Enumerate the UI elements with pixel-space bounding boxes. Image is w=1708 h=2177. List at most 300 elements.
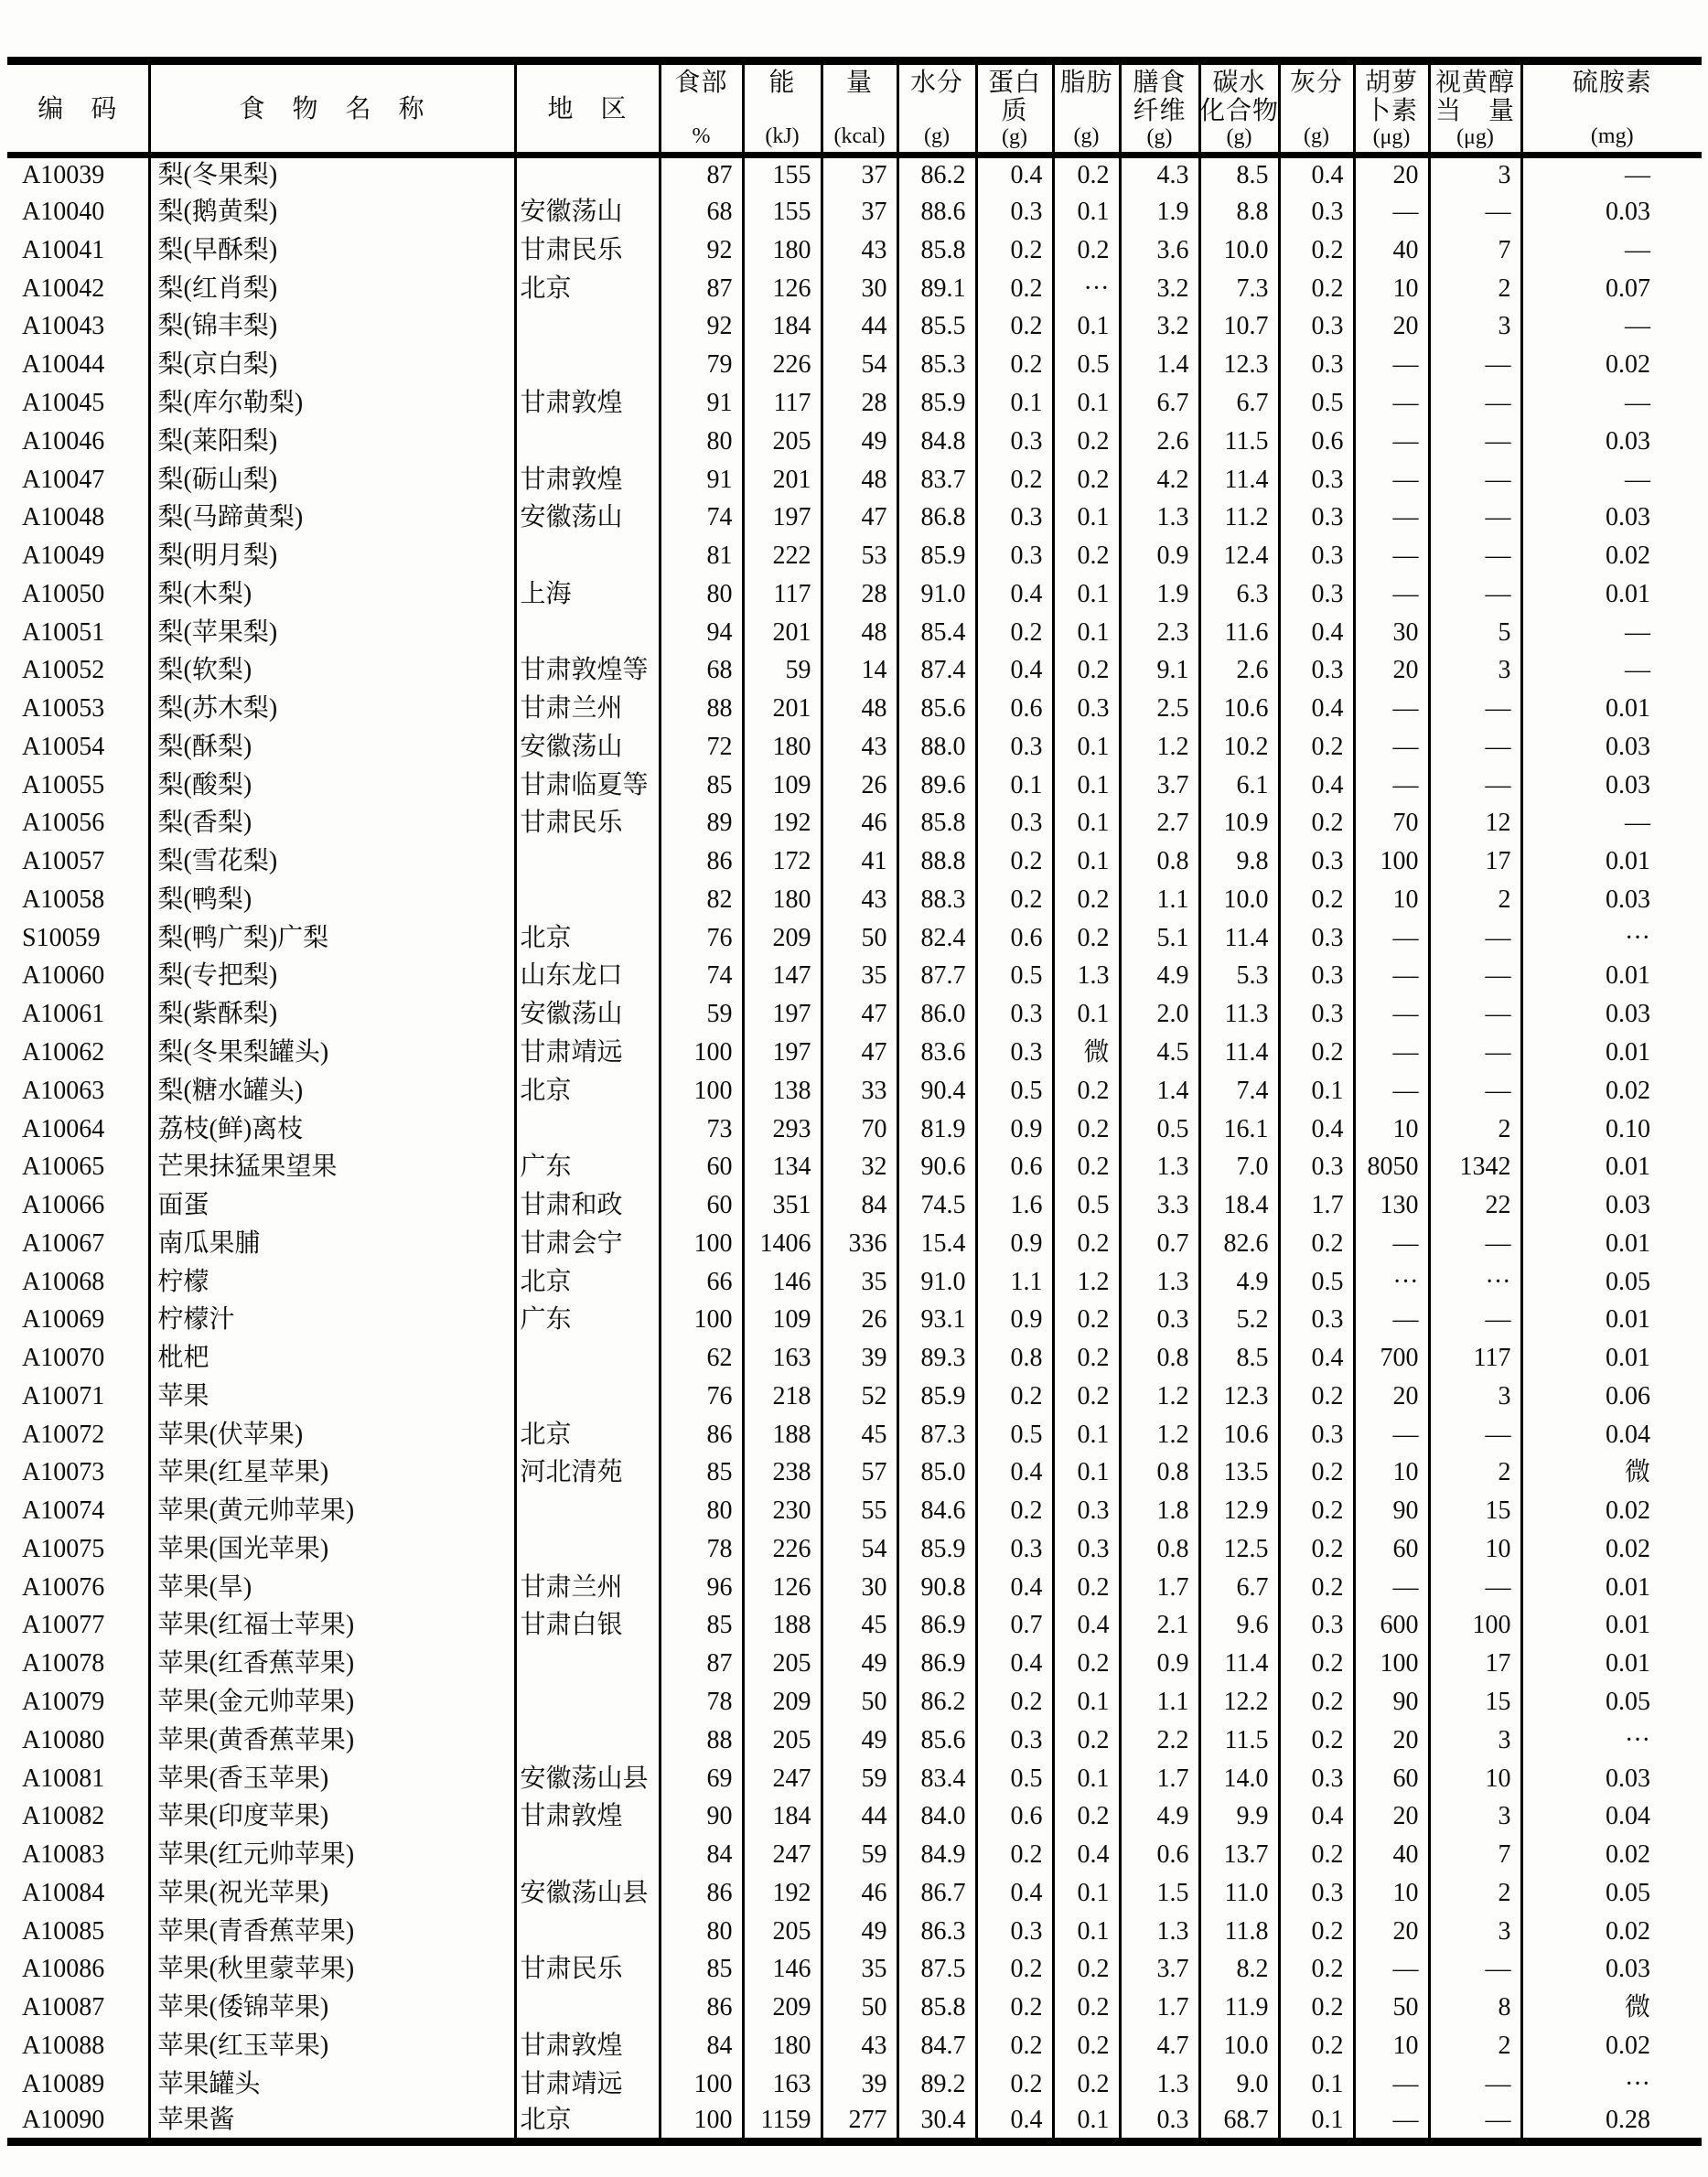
cell-retinol_ug: —	[1429, 767, 1521, 805]
cell-fiber_g: 1.5	[1120, 1874, 1199, 1913]
cell-retinol_ug: —	[1429, 499, 1521, 537]
cell-carotene_ug: 20	[1354, 308, 1429, 347]
cell-edible_pct: 60	[660, 1148, 743, 1186]
cell-water_g: 84.0	[897, 1797, 976, 1836]
cell-edible_pct: 76	[660, 919, 743, 958]
cell-fat_g: 0.2	[1053, 1072, 1120, 1110]
cell-water_g: 88.0	[897, 728, 976, 767]
cell-fiber_g: 3.7	[1120, 767, 1199, 805]
table-row	[7, 308, 1702, 347]
cell-edible_pct: 80	[660, 1913, 743, 1951]
cell-ash_g: 0.2	[1279, 1492, 1354, 1530]
header-unit: (g)	[924, 124, 950, 148]
cell-carotene_ug: 20	[1354, 156, 1429, 194]
cell-name: 苹果(香玉苹果)	[149, 1760, 515, 1798]
cell-region	[515, 842, 660, 881]
cell-water_g: 90.6	[897, 1148, 976, 1186]
cell-carb_g: 10.0	[1199, 2027, 1279, 2065]
cell-protein_g: 0.7	[976, 1607, 1053, 1646]
cell-energy_kcal: 35	[822, 1263, 897, 1302]
table-row	[7, 384, 1702, 423]
cell-energy_kcal: 26	[822, 767, 897, 805]
cell-ash_g: 0.6	[1279, 423, 1354, 461]
cell-carotene_ug: —	[1354, 1950, 1429, 1989]
cell-carotene_ug: —	[1354, 2065, 1429, 2104]
cell-name: 梨(鹅黄梨)	[149, 193, 515, 231]
header-unit: (kJ)	[765, 124, 800, 148]
cell-code: A10083	[7, 1836, 149, 1874]
cell-energy_kcal: 30	[822, 1569, 897, 1607]
cell-thiamine_mg: —	[1625, 465, 1650, 494]
cell-water_g: 85.3	[897, 346, 976, 384]
cell-carb_g: 10.6	[1199, 1416, 1279, 1454]
cell-carotene_ug: 20	[1354, 1797, 1429, 1836]
table-body	[7, 156, 1702, 2142]
cell-carb_g: 8.5	[1199, 1339, 1279, 1378]
cell-fiber_g: 1.7	[1120, 1760, 1199, 1798]
table-header	[7, 61, 1702, 156]
cell-thiamine_mg: 0.01	[1606, 1228, 1650, 1258]
cell-carotene_ug: —	[1354, 728, 1429, 767]
cell-energy_kcal: 47	[822, 499, 897, 537]
cell-protein_g: 0.9	[976, 1301, 1053, 1339]
cell-retinol_ug: 2	[1429, 1110, 1521, 1149]
table-row	[7, 423, 1702, 461]
cell-thiamine_mg: 0.03	[1606, 885, 1650, 914]
cell-thiamine_mg: ···	[1625, 2069, 1650, 2098]
cell-energy_kj: 247	[743, 1760, 822, 1798]
cell-energy_kcal: 46	[822, 805, 897, 843]
cell-retinol_ug: 2	[1429, 881, 1521, 919]
cell-name: 梨(砺山梨)	[149, 461, 515, 499]
cell-code: A10088	[7, 2027, 149, 2065]
cell-carotene_ug: —	[1354, 499, 1429, 537]
cell-protein_g: 0.4	[976, 2104, 1053, 2142]
cell-fiber_g: 4.9	[1120, 958, 1199, 996]
header-label: 能	[768, 69, 796, 97]
cell-water_g: 74.5	[897, 1186, 976, 1225]
cell-region: 河北清苑	[515, 1454, 660, 1493]
cell-water_g: 85.9	[897, 537, 976, 575]
cell-thiamine_mg: ···	[1625, 1725, 1650, 1754]
cell-water_g: 83.7	[897, 461, 976, 499]
cell-name: 苹果(青香蕉苹果)	[149, 1913, 515, 1951]
cell-edible_pct: 92	[660, 231, 743, 270]
cell-edible_pct: 100	[660, 1301, 743, 1339]
cell-region	[515, 537, 660, 575]
cell-ash_g: 0.5	[1279, 1263, 1354, 1302]
cell-thiamine_mg: 0.01	[1606, 1649, 1650, 1678]
cell-water_g: 86.0	[897, 995, 976, 1034]
header-unit: (g)	[1073, 124, 1100, 148]
cell-retinol_ug: 100	[1429, 1607, 1521, 1646]
cell-fiber_g: 0.8	[1120, 842, 1199, 881]
cell-code: A10064	[7, 1110, 149, 1149]
cell-carotene_ug: —	[1354, 1072, 1429, 1110]
cell-ash_g: 0.2	[1279, 1836, 1354, 1874]
cell-region: 甘肃靖远	[515, 1034, 660, 1072]
cell-name: 梨(鸭梨)	[149, 881, 515, 919]
table-row	[7, 1874, 1702, 1913]
cell-fiber_g: 1.3	[1120, 1148, 1199, 1186]
cell-thiamine_mg: 0.01	[1606, 1037, 1650, 1067]
cell-code: A10074	[7, 1492, 149, 1530]
cell-energy_kcal: 39	[822, 1339, 897, 1378]
cell-protein_g: 0.1	[976, 384, 1053, 423]
cell-carotene_ug: 20	[1354, 1721, 1429, 1760]
cell-protein_g: 0.2	[976, 231, 1053, 270]
cell-region: 甘肃会宁	[515, 1225, 660, 1263]
cell-ash_g: 0.2	[1279, 1378, 1354, 1416]
cell-edible_pct: 85	[660, 767, 743, 805]
cell-energy_kj: 351	[743, 1186, 822, 1225]
cell-edible_pct: 100	[660, 2104, 743, 2142]
cell-carotene_ug: 40	[1354, 1836, 1429, 1874]
cell-ash_g: 0.4	[1279, 156, 1354, 194]
cell-water_g: 86.3	[897, 1913, 976, 1951]
col-header-region	[515, 61, 660, 156]
cell-edible_pct: 80	[660, 575, 743, 614]
cell-ash_g: 0.3	[1279, 842, 1354, 881]
cell-energy_kj: 147	[743, 958, 822, 996]
cell-code: A10071	[7, 1378, 149, 1416]
cell-thiamine_mg: —	[1625, 312, 1650, 341]
cell-thiamine_mg: 0.02	[1606, 2031, 1650, 2060]
cell-water_g: 84.8	[897, 423, 976, 461]
cell-carb_g: 13.7	[1199, 1836, 1279, 1874]
cell-water_g: 85.6	[897, 1721, 976, 1760]
cell-name: 苹果(伏苹果)	[149, 1416, 515, 1454]
cell-ash_g: 0.4	[1279, 767, 1354, 805]
header-label: 食 物 名 称	[239, 94, 425, 123]
table-row	[7, 1683, 1702, 1721]
cell-retinol_ug: 3	[1429, 1797, 1521, 1836]
cell-region	[515, 423, 660, 461]
cell-carb_g: 11.2	[1199, 499, 1279, 537]
cell-water_g: 84.7	[897, 2027, 976, 2065]
cell-carotene_ug: 10	[1354, 1110, 1429, 1149]
cell-edible_pct: 86	[660, 1989, 743, 2027]
cell-retinol_ug: 3	[1429, 1378, 1521, 1416]
cell-ash_g: 0.2	[1279, 231, 1354, 270]
cell-edible_pct: 84	[660, 1836, 743, 1874]
cell-carb_g: 11.8	[1199, 1913, 1279, 1951]
cell-code: A10086	[7, 1950, 149, 1989]
col-header-name	[149, 61, 515, 156]
cell-edible_pct: 100	[660, 1034, 743, 1072]
cell-region	[515, 1836, 660, 1874]
table-row	[7, 1186, 1702, 1225]
cell-region: 北京	[515, 2104, 660, 2142]
cell-retinol_ug: —	[1429, 537, 1521, 575]
cell-fat_g: 0.2	[1053, 1721, 1120, 1760]
col-header-carbohydrate	[1199, 61, 1279, 156]
table-row	[7, 231, 1702, 270]
table-row	[7, 1721, 1702, 1760]
cell-name: 苹果(黄香蕉苹果)	[149, 1721, 515, 1760]
cell-carb_g: 11.3	[1199, 995, 1279, 1034]
cell-code: A10054	[7, 728, 149, 767]
table-row	[7, 2027, 1702, 2065]
cell-ash_g: 0.2	[1279, 1721, 1354, 1760]
table-row	[7, 1378, 1702, 1416]
table-row	[7, 1416, 1702, 1454]
cell-name: 梨(糖水罐头)	[149, 1072, 515, 1110]
cell-thiamine_mg: 0.03	[1606, 1764, 1650, 1793]
cell-fiber_g: 4.9	[1120, 1797, 1199, 1836]
cell-fiber_g: 6.7	[1120, 384, 1199, 423]
cell-retinol_ug: —	[1429, 995, 1521, 1034]
cell-retinol_ug: —	[1429, 1034, 1521, 1072]
cell-region: 甘肃敦煌	[515, 2027, 660, 2065]
cell-energy_kcal: 54	[822, 1530, 897, 1569]
cell-protein_g: 0.4	[976, 1874, 1053, 1913]
cell-thiamine_mg: 0.03	[1606, 1000, 1650, 1029]
table-row	[7, 919, 1702, 958]
cell-edible_pct: 86	[660, 842, 743, 881]
cell-code: A10082	[7, 1797, 149, 1836]
cell-water_g: 86.9	[897, 1645, 976, 1683]
cell-protein_g: 0.2	[976, 881, 1053, 919]
cell-fat_g: 0.2	[1053, 1225, 1120, 1263]
cell-fiber_g: 0.7	[1120, 1225, 1199, 1263]
cell-protein_g: 0.3	[976, 537, 1053, 575]
cell-energy_kj: 109	[743, 1301, 822, 1339]
cell-region	[515, 156, 660, 194]
table-row	[7, 614, 1702, 652]
cell-ash_g: 0.5	[1279, 384, 1354, 423]
cell-retinol_ug: 3	[1429, 156, 1521, 194]
cell-water_g: 82.4	[897, 919, 976, 958]
cell-energy_kcal: 45	[822, 1416, 897, 1454]
cell-energy_kcal: 84	[822, 1186, 897, 1225]
cell-fat_g: 0.1	[1053, 1760, 1120, 1798]
cell-carb_g: 6.1	[1199, 767, 1279, 805]
cell-energy_kcal: 26	[822, 1301, 897, 1339]
cell-carotene_ug: 50	[1354, 1989, 1429, 2027]
cell-name: 梨(香梨)	[149, 805, 515, 843]
cell-carotene_ug: —	[1354, 461, 1429, 499]
cell-code: A10078	[7, 1645, 149, 1683]
cell-energy_kj: 197	[743, 995, 822, 1034]
header-unit: (g)	[1002, 125, 1027, 149]
cell-edible_pct: 80	[660, 1492, 743, 1530]
cell-edible_pct: 60	[660, 1186, 743, 1225]
table-row	[7, 461, 1702, 499]
cell-edible_pct: 92	[660, 308, 743, 347]
cell-energy_kj: 59	[743, 651, 822, 690]
cell-code: A10055	[7, 767, 149, 805]
cell-carb_g: 68.7	[1199, 2104, 1279, 2142]
cell-carb_g: 10.2	[1199, 728, 1279, 767]
cell-carb_g: 18.4	[1199, 1186, 1279, 1225]
cell-name: 苹果(祝光苹果)	[149, 1874, 515, 1913]
col-header-water	[897, 61, 976, 156]
cell-carb_g: 9.8	[1199, 842, 1279, 881]
table-row	[7, 651, 1702, 690]
cell-edible_pct: 88	[660, 690, 743, 728]
cell-edible_pct: 90	[660, 1797, 743, 1836]
cell-fiber_g: 1.9	[1120, 575, 1199, 614]
cell-retinol_ug: —	[1429, 1950, 1521, 1989]
cell-fat_g: 0.1	[1053, 767, 1120, 805]
cell-carotene_ug: 100	[1354, 842, 1429, 881]
cell-water_g: 85.0	[897, 1454, 976, 1493]
cell-retinol_ug: 117	[1429, 1339, 1521, 1378]
cell-name: 梨(莱阳梨)	[149, 423, 515, 461]
cell-protein_g: 0.5	[976, 958, 1053, 996]
cell-carb_g: 12.4	[1199, 537, 1279, 575]
header-unit: (μg)	[1456, 125, 1494, 149]
cell-thiamine_mg: 0.01	[1606, 694, 1650, 724]
cell-fat_g: 微	[1053, 1034, 1120, 1072]
cell-thiamine_mg: 0.03	[1606, 1955, 1650, 1984]
cell-water_g: 15.4	[897, 1225, 976, 1263]
cell-carb_g: 7.4	[1199, 1072, 1279, 1110]
cell-carb_g: 8.8	[1199, 193, 1279, 231]
cell-retinol_ug: 2	[1429, 270, 1521, 308]
cell-thiamine_mg: 0.06	[1606, 1381, 1650, 1410]
cell-code: A10090	[7, 2104, 149, 2142]
cell-water_g: 88.8	[897, 842, 976, 881]
cell-edible_pct: 87	[660, 156, 743, 194]
cell-energy_kj: 146	[743, 1950, 822, 1989]
cell-code: A10079	[7, 1683, 149, 1721]
cell-name: 梨(紫酥梨)	[149, 995, 515, 1034]
cell-retinol_ug: 12	[1429, 805, 1521, 843]
cell-edible_pct: 87	[660, 1645, 743, 1683]
cell-protein_g: 0.4	[976, 1645, 1053, 1683]
cell-fat_g: 0.3	[1053, 1530, 1120, 1569]
cell-retinol_ug: 7	[1429, 1836, 1521, 1874]
cell-energy_kj: 163	[743, 1339, 822, 1378]
cell-carb_g: 5.2	[1199, 1301, 1279, 1339]
cell-energy_kj: 126	[743, 1569, 822, 1607]
cell-protein_g: 0.4	[976, 156, 1053, 194]
cell-fiber_g: 0.5	[1120, 1110, 1199, 1149]
cell-energy_kj: 230	[743, 1492, 822, 1530]
cell-name: 柠檬	[149, 1263, 515, 1302]
cell-thiamine_mg: 0.07	[1606, 273, 1650, 303]
cell-energy_kj: 197	[743, 499, 822, 537]
cell-fat_g: 0.3	[1053, 690, 1120, 728]
cell-carb_g: 10.0	[1199, 881, 1279, 919]
cell-ash_g: 0.3	[1279, 1607, 1354, 1646]
cell-protein_g: 0.6	[976, 919, 1053, 958]
cell-region: 甘肃靖远	[515, 2065, 660, 2104]
table-row	[7, 575, 1702, 614]
cell-ash_g: 0.2	[1279, 1034, 1354, 1072]
cell-name: 面蛋	[149, 1186, 515, 1225]
cell-code: A10051	[7, 614, 149, 652]
cell-retinol_ug: —	[1429, 728, 1521, 767]
cell-thiamine_mg: 0.03	[1606, 732, 1650, 761]
cell-retinol_ug: —	[1429, 384, 1521, 423]
cell-energy_kj: 226	[743, 1530, 822, 1569]
header-label: 水分	[909, 69, 963, 97]
cell-energy_kj: 1406	[743, 1225, 822, 1263]
food-composition-table	[7, 57, 1702, 2146]
cell-energy_kcal: 49	[822, 1721, 897, 1760]
cell-ash_g: 0.2	[1279, 881, 1354, 919]
cell-code: A10058	[7, 881, 149, 919]
cell-name: 梨(红肖梨)	[149, 270, 515, 308]
cell-fat_g: 0.2	[1053, 461, 1120, 499]
cell-carotene_ug: 70	[1354, 805, 1429, 843]
cell-ash_g: 0.2	[1279, 1645, 1354, 1683]
cell-region: 安徽荡山	[515, 193, 660, 231]
cell-energy_kcal: 52	[822, 1378, 897, 1416]
cell-protein_g: 0.2	[976, 308, 1053, 347]
cell-carotene_ug: —	[1354, 346, 1429, 384]
cell-energy_kcal: 44	[822, 308, 897, 347]
cell-energy_kj: 201	[743, 461, 822, 499]
col-header-thiamine	[1521, 61, 1702, 156]
cell-thiamine_mg: —	[1625, 161, 1650, 190]
cell-retinol_ug: —	[1429, 575, 1521, 614]
cell-protein_g: 0.2	[976, 842, 1053, 881]
cell-carotene_ug: 8050	[1354, 1148, 1429, 1186]
cell-fat_g: 0.2	[1053, 1339, 1120, 1378]
cell-fiber_g: 1.4	[1120, 346, 1199, 384]
cell-fat_g: 0.2	[1053, 881, 1120, 919]
cell-carb_g: 11.6	[1199, 614, 1279, 652]
cell-name: 梨(酥梨)	[149, 728, 515, 767]
cell-energy_kj: 138	[743, 1072, 822, 1110]
cell-protein_g: 0.2	[976, 1492, 1053, 1530]
cell-thiamine_mg: 0.03	[1606, 503, 1650, 532]
cell-protein_g: 0.2	[976, 614, 1053, 652]
table-row	[7, 1072, 1702, 1110]
cell-water_g: 86.7	[897, 1874, 976, 1913]
cell-fat_g: 0.1	[1053, 1454, 1120, 1493]
table-row	[7, 690, 1702, 728]
cell-carotene_ug: 30	[1354, 614, 1429, 652]
cell-edible_pct: 62	[660, 1339, 743, 1378]
cell-fat_g: 0.1	[1053, 614, 1120, 652]
cell-fat_g: 0.1	[1053, 1874, 1120, 1913]
col-header-code	[7, 61, 149, 156]
cell-code: A10039	[7, 156, 149, 194]
cell-code: A10075	[7, 1530, 149, 1569]
cell-thiamine_mg: 0.02	[1606, 1840, 1650, 1870]
cell-code: A10041	[7, 231, 149, 270]
cell-code: A10067	[7, 1225, 149, 1263]
cell-energy_kj: 226	[743, 346, 822, 384]
cell-thiamine_mg: 0.01	[1606, 1305, 1650, 1335]
cell-energy_kj: 180	[743, 231, 822, 270]
cell-water_g: 83.4	[897, 1760, 976, 1798]
cell-ash_g: 0.3	[1279, 1760, 1354, 1798]
cell-edible_pct: 69	[660, 1760, 743, 1798]
cell-energy_kcal: 59	[822, 1836, 897, 1874]
cell-region: 甘肃临夏等	[515, 767, 660, 805]
cell-edible_pct: 73	[660, 1110, 743, 1149]
cell-region: 甘肃敦煌	[515, 384, 660, 423]
cell-code: A10087	[7, 1989, 149, 2027]
cell-protein_g: 0.4	[976, 1569, 1053, 1607]
header-unit: %	[692, 124, 711, 148]
cell-protein_g: 0.9	[976, 1110, 1053, 1149]
table-row	[7, 805, 1702, 843]
cell-energy_kcal: 46	[822, 1874, 897, 1913]
cell-region: 甘肃兰州	[515, 1569, 660, 1607]
cell-retinol_ug: 1342	[1429, 1148, 1521, 1186]
cell-fat_g: 0.1	[1053, 728, 1120, 767]
cell-region: 甘肃敦煌	[515, 1797, 660, 1836]
cell-edible_pct: 85	[660, 1607, 743, 1646]
cell-fat_g: 0.1	[1053, 842, 1120, 881]
